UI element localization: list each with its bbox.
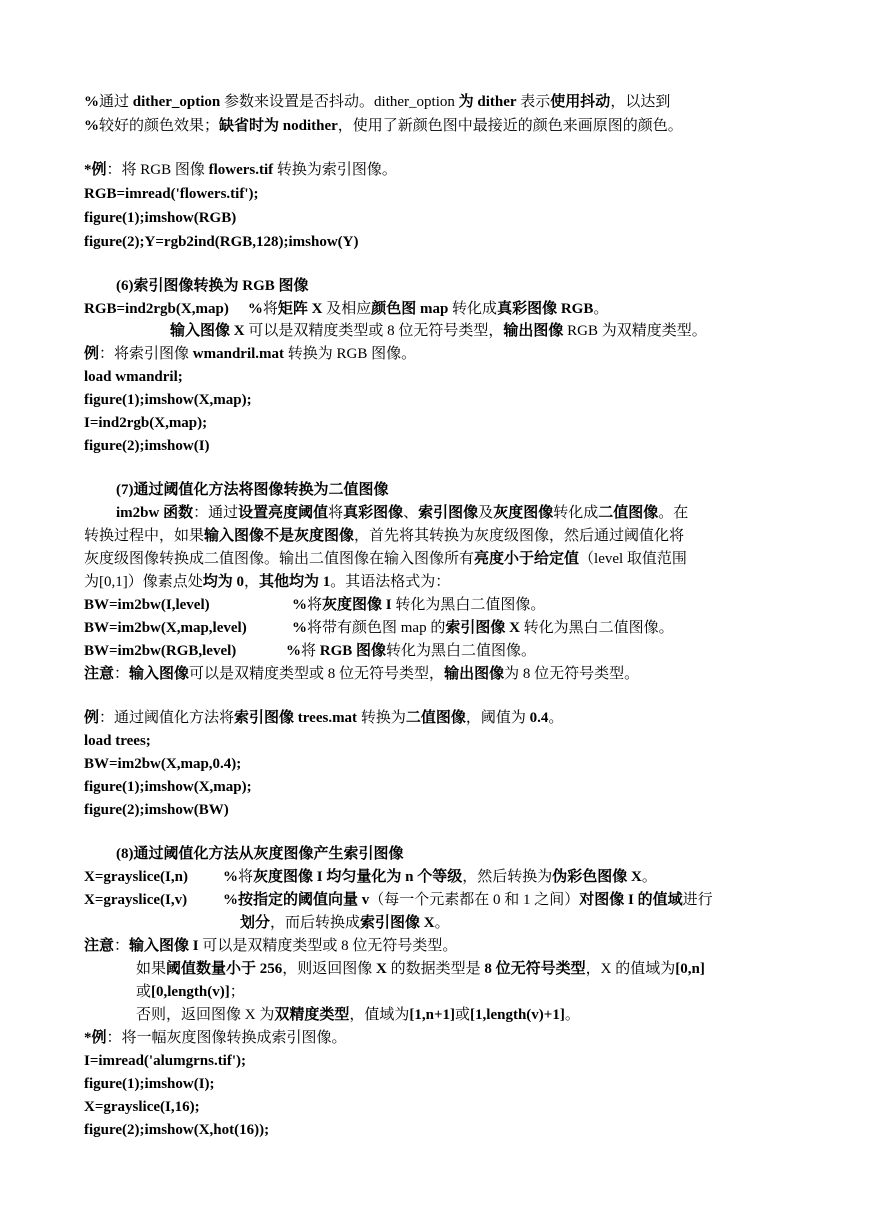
code-line: load trees; xyxy=(84,733,151,749)
im2bw-syntax-3: BW=im2bw(RGB,level) %将 RGB 图像转化为黑白二值图像。 xyxy=(84,643,537,659)
code-line: figure(2);imshow(I) xyxy=(84,438,210,454)
example-grayslice-heading: *例：将一幅灰度图像转换成索引图像。 xyxy=(84,1030,347,1046)
code-line: X=grayslice(I,16); xyxy=(84,1099,200,1115)
im2bw-desc-line-4: 为[0,1]）像素点处均为 0，其他均为 1。其语法格式为： xyxy=(84,574,451,590)
grayslice-note-case-1: 如果阈值数量小于 256，则返回图像 X 的数据类型是 8 位无符号类型，X 的值域为[0,n] xyxy=(136,961,705,977)
example-rgb2ind-heading: *例：将 RGB 图像 flowers.tif 转换为索引图像。 xyxy=(84,162,397,178)
example-ind2rgb-heading: 例：将索引图像 wmandril.mat 转换为 RGB 图像。 xyxy=(84,346,417,362)
code-line: figure(2);imshow(X,hot(16)); xyxy=(84,1122,270,1138)
code-line: figure(1);imshow(X,map); xyxy=(84,392,252,408)
section-8-title: (8)通过阈值化方法从灰度图像产生索引图像 xyxy=(116,846,404,862)
grayslice-note: 注意：输入图像 I 可以是双精度类型或 8 位无符号类型。 xyxy=(84,938,458,954)
code-line: figure(1);imshow(I); xyxy=(84,1076,215,1092)
section-7-title: (7)通过阈值化方法将图像转换为二值图像 xyxy=(116,482,389,498)
code-line: I=ind2rgb(X,map); xyxy=(84,415,208,431)
code-line: I=imread('alumgrns.tif'); xyxy=(84,1053,247,1069)
code-line: figure(2);Y=rgb2ind(RGB,128);imshow(Y) xyxy=(84,234,359,250)
example-im2bw-heading: 例：通过阈值化方法将索引图像 trees.mat 转换为二值图像，阈值为 0.4。 xyxy=(84,710,564,726)
im2bw-desc-line-1: im2bw 函数：通过设置亮度阈值将真彩图像、索引图像及灰度图像转化成二值图像。在 xyxy=(116,505,689,521)
ind2rgb-syntax: RGB=ind2rgb(X,map) %将矩阵 X 及相应颜色图 map 转化成真彩图像 RGB。 xyxy=(84,301,609,317)
code-line: figure(1);imshow(X,map); xyxy=(84,779,252,795)
code-line: load wmandril; xyxy=(84,369,183,385)
im2bw-desc-line-3: 灰度级图像转换成二值图像。输出二值图像在输入图像所有亮度小于给定值（level 取值范围 xyxy=(84,551,687,567)
im2bw-desc-line-2: 转换过程中，如果输入图像不是灰度图像，首先将其转换为灰度级图像，然后通过阈值化将 xyxy=(84,528,685,544)
dither-line-1: %通过 dither_option 参数来设置是否抖动。dither_option 为 dither 表示使用抖动，以达到 xyxy=(84,94,671,110)
grayslice-note-case-2: 否则，返回图像 X 为双精度类型，值域为[1,n+1]或[1,length(v)+1]。 xyxy=(136,1007,580,1023)
grayslice-syntax-2-cont: 划分，而后转换成索引图像 X。 xyxy=(240,915,450,931)
grayslice-note-case-1-cont: 或[0,length(v)]； xyxy=(136,984,245,1000)
im2bw-syntax-1: BW=im2bw(I,level) %将灰度图像 I 转化为黑白二值图像。 xyxy=(84,597,546,613)
code-line: figure(2);imshow(BW) xyxy=(84,802,229,818)
im2bw-note: 注意：输入图像可以是双精度类型或 8 位无符号类型，输出图像为 8 位无符号类型。 xyxy=(84,666,640,682)
code-line: BW=im2bw(X,map,0.4); xyxy=(84,756,242,772)
code-line: figure(1);imshow(RGB) xyxy=(84,210,237,226)
section-6-title: (6)索引图像转换为 RGB 图像 xyxy=(116,278,309,294)
ind2rgb-note: 输入图像 X 可以是双精度类型或 8 位无符号类型，输出图像 RGB 为双精度类型。 xyxy=(170,323,707,339)
grayslice-syntax-1: X=grayslice(I,n) %将灰度图像 I 均匀量化为 n 个等级，然后转换为伪彩色图像 X。 xyxy=(84,869,657,885)
dither-line-2: %较好的颜色效果；缺省时为 nodither，使用了新颜色图中最接近的颜色来画原图的颜色。 xyxy=(84,118,683,134)
grayslice-syntax-2: X=grayslice(I,v) %按指定的阈值向量 v（每一个元素都在 0 和 1 之间）对图像 I 的值域进行 xyxy=(84,892,713,908)
code-line: RGB=imread('flowers.tif'); xyxy=(84,186,259,202)
im2bw-syntax-2: BW=im2bw(X,map,level) %将带有颜色图 map 的索引图像 X 转化为黑白二值图像。 xyxy=(84,620,674,636)
